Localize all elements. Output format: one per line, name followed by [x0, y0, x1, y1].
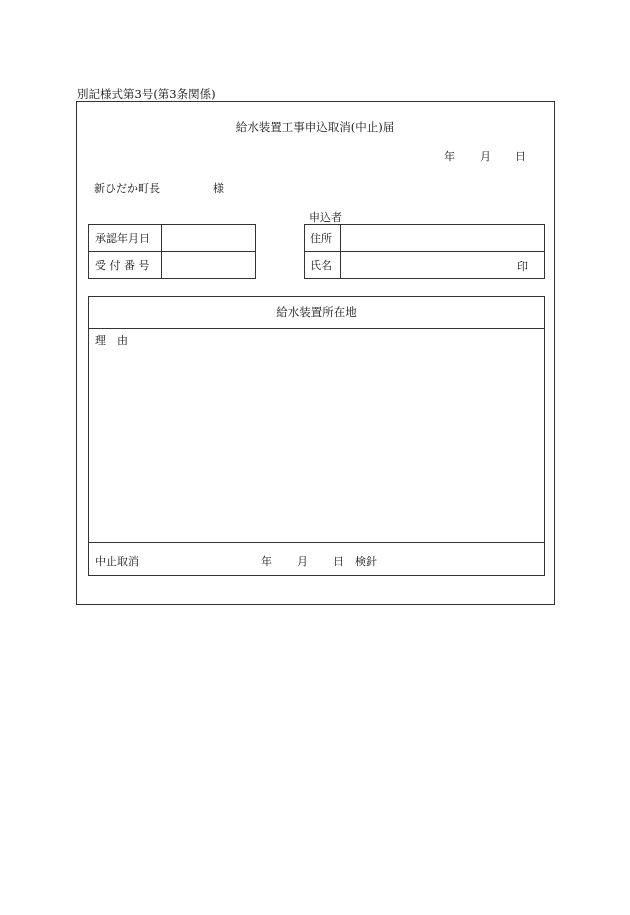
cancel-month-label: 月 — [297, 555, 308, 568]
approval-table — [88, 224, 256, 279]
form-reference: 別記様式第3号(第3条関係) — [77, 87, 216, 101]
date-month-label: 月 — [480, 150, 491, 163]
name-row — [305, 252, 545, 279]
applicant-table — [304, 224, 545, 279]
cancel-day-label: 日 — [333, 555, 344, 568]
name-label: 氏名 — [305, 252, 341, 279]
applicant-label: 申込者 — [309, 211, 342, 224]
approval-date-row — [89, 225, 256, 252]
date-day-label: 日 — [515, 150, 526, 163]
reason-label: 理 由 — [95, 334, 128, 347]
cancel-row — [89, 542, 544, 576]
inspection-label: 検針 — [355, 555, 377, 568]
cancel-label: 中止取消 — [95, 555, 139, 568]
address-field[interactable] — [341, 225, 545, 252]
receipt-number-label: 受 付 番 号 — [89, 252, 162, 279]
details-box — [88, 296, 545, 576]
name-field[interactable] — [341, 252, 545, 279]
date-year-label: 年 — [444, 150, 455, 163]
location-label: 給水装置所在地 — [89, 297, 544, 329]
receipt-number-row — [89, 252, 256, 279]
form-title: 給水装置工事申込取消(中止)届 — [235, 120, 395, 134]
addressee-honorific: 様 — [213, 182, 224, 195]
seal-mark: 印 — [517, 260, 528, 273]
receipt-number-field[interactable] — [162, 252, 256, 279]
address-row — [305, 225, 545, 252]
approval-date-label: 承認年月日 — [89, 225, 162, 252]
approval-date-field[interactable] — [162, 225, 256, 252]
addressee-name: 新ひだか町長 — [94, 182, 160, 195]
address-label: 住所 — [305, 225, 341, 252]
cancel-year-label: 年 — [261, 555, 272, 568]
